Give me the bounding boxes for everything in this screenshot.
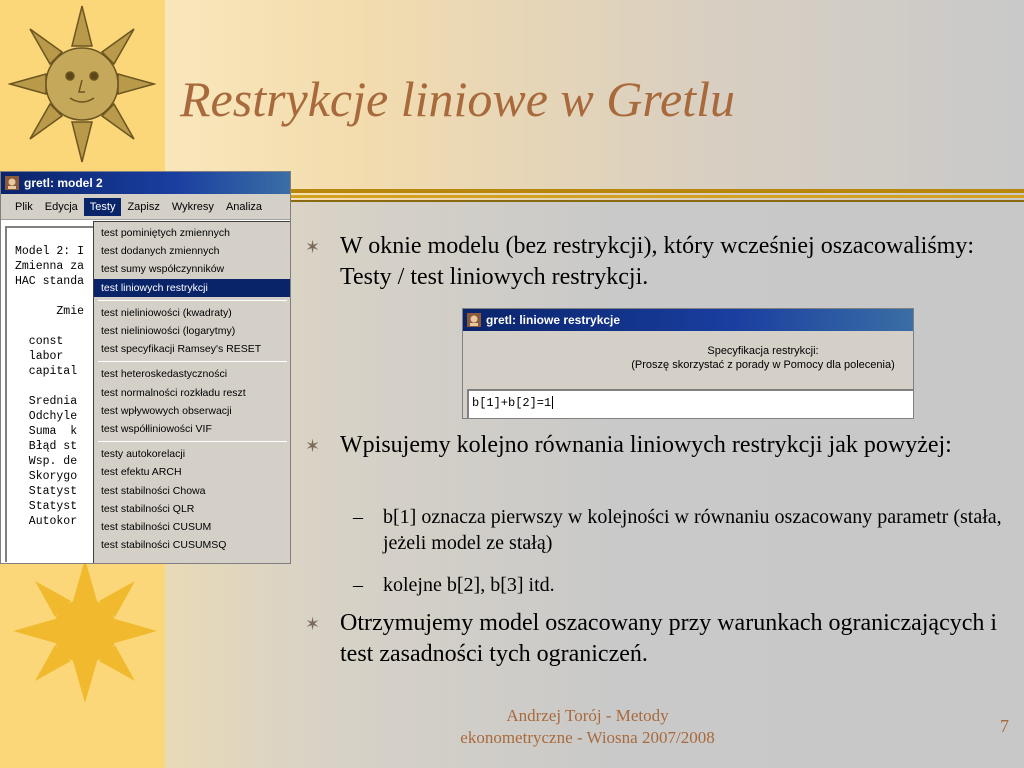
model-output-line: Wsp. de	[15, 455, 78, 468]
bullet-text: W oknie modelu (bez restrykcji), który wcześniej oszacowaliśmy: Testy / test liniowych restrykcji.	[340, 233, 975, 290]
menu-item[interactable]: test nieliniowości (logarytmy)	[101, 325, 236, 338]
menu-item[interactable]: test efektu ARCH	[101, 466, 182, 479]
model-output-line: Błąd st	[15, 440, 78, 453]
menu-item[interactable]: test stabilności CUSUMSQ	[101, 539, 227, 552]
sub-bullet-text: kolejne b[2], b[3] itd.	[383, 574, 555, 596]
model-window-title: gretl: model 2	[24, 176, 103, 190]
restriction-input[interactable]	[467, 389, 913, 419]
menu-item[interactable]: test stabilności Chowa	[101, 484, 206, 497]
menu-item[interactable]: test normalności rozkładu reszt	[101, 386, 246, 399]
menu-item[interactable]: test sumy współczynników	[101, 263, 225, 276]
model-output-line: Model 2: I	[15, 245, 85, 258]
menu-item[interactable]: test specyfikacji Ramsey's RESET	[101, 343, 262, 356]
menu-edycja[interactable]: Edycja	[44, 200, 78, 213]
menu-item[interactable]: test stabilności QLR	[101, 502, 195, 515]
bullet-star-icon: ✶	[305, 237, 321, 258]
sub-bullet-text: b[1] oznacza pierwszy w kolejności w równaniu oszacowany parametr (stała, jeżeli model ze stałą)	[383, 506, 1002, 554]
footer-line2: ekonometryczne - Wiosna 2007/2008	[460, 728, 715, 747]
model-output-line	[15, 319, 84, 334]
menu-separator	[98, 300, 287, 301]
slide-title: Restrykcje liniowe w Gretlu	[180, 71, 735, 127]
model-output-line: Odchyle	[15, 410, 78, 423]
bullet-star-icon: ✶	[305, 614, 321, 635]
bullet-text: Otrzymujemy model oszacowany przy warunkach ograniczających i test zasadności tych ograniczeń.	[340, 610, 998, 667]
menu-zapisz[interactable]: Zapisz	[127, 200, 160, 213]
menu-wykresy[interactable]: Wykresy	[171, 200, 214, 213]
menu-item[interactable]: test heteroskedastyczności	[101, 368, 228, 381]
gretl-app-icon	[467, 313, 481, 327]
model-output-text	[15, 244, 84, 529]
tests-dropdown-menu	[93, 221, 291, 564]
restriction-instructions	[463, 344, 913, 372]
menu-item[interactable]: test stabilności CUSUM	[101, 520, 212, 533]
model-output-line	[15, 379, 84, 394]
restriction-instruction-line1: Specyfikacja restrykcji:	[707, 345, 819, 357]
model-output-line: Suma k	[15, 425, 78, 438]
title-divider	[290, 183, 1024, 205]
page-number: 7	[1000, 716, 1009, 736]
model-output-line: Autokor	[15, 515, 78, 528]
sun-face-icon	[8, 4, 156, 164]
model-output-line: Skorygo	[15, 470, 78, 483]
gretl-model-window	[0, 171, 291, 564]
model-output-line: Srednia	[15, 395, 78, 408]
menu-item[interactable]: test liniowych restrykcji	[94, 279, 291, 297]
menu-plik[interactable]: Plik	[15, 200, 33, 213]
model-output-line: const	[15, 335, 64, 348]
model-window-titlebar[interactable]	[1, 172, 290, 194]
model-output-line: Statyst	[15, 500, 78, 513]
footer-line1: Andrzej Torój - Metody	[506, 706, 669, 725]
menu-analiza[interactable]: Analiza	[225, 200, 263, 213]
model-output-line: HAC standa	[15, 275, 85, 288]
sub-bullet-dash: –	[353, 574, 363, 596]
sub-bullet-dash: –	[353, 506, 363, 528]
restriction-instruction-line2: (Proszę skorzystać z porady w Pomocy dla polecenia)	[631, 359, 895, 371]
model-output-line: capital	[15, 365, 78, 378]
bullet-star-icon: ✶	[305, 436, 321, 457]
text-caret	[552, 396, 553, 409]
restriction-dialog	[462, 308, 914, 419]
model-output-line: Zmienna za	[15, 260, 85, 273]
restriction-input-value: b[1]+b[2]=1	[472, 396, 552, 410]
menu-separator	[98, 441, 287, 442]
bullet-text: Wpisujemy kolejno równania liniowych restrykcji jak powyżej:	[340, 432, 952, 458]
sun-decor-icon	[10, 556, 160, 706]
model-output-line: labor	[15, 350, 64, 363]
gretl-app-icon	[5, 176, 19, 190]
model-output-line	[15, 289, 84, 304]
model-menubar	[1, 194, 290, 220]
menu-item[interactable]: test nieliniowości (kwadraty)	[101, 306, 232, 319]
model-output-line: Zmie	[15, 305, 85, 318]
menu-separator	[98, 361, 287, 362]
slide-footer	[430, 705, 745, 749]
model-output-line: Statyst	[15, 485, 78, 498]
restriction-dialog-titlebar[interactable]	[463, 309, 913, 331]
restriction-dialog-title: gretl: liniowe restrykcje	[486, 313, 621, 327]
menu-item[interactable]: test wpływowych obserwacji	[101, 404, 232, 417]
menu-item[interactable]: test dodanych zmiennych	[101, 245, 220, 258]
menu-item[interactable]: test współliniowości VIF	[101, 422, 212, 435]
menu-testy[interactable]: Testy	[84, 198, 122, 216]
menu-item[interactable]: test pominiętych zmiennych	[101, 227, 230, 240]
menu-item[interactable]: testy autokorelacji	[101, 448, 186, 461]
